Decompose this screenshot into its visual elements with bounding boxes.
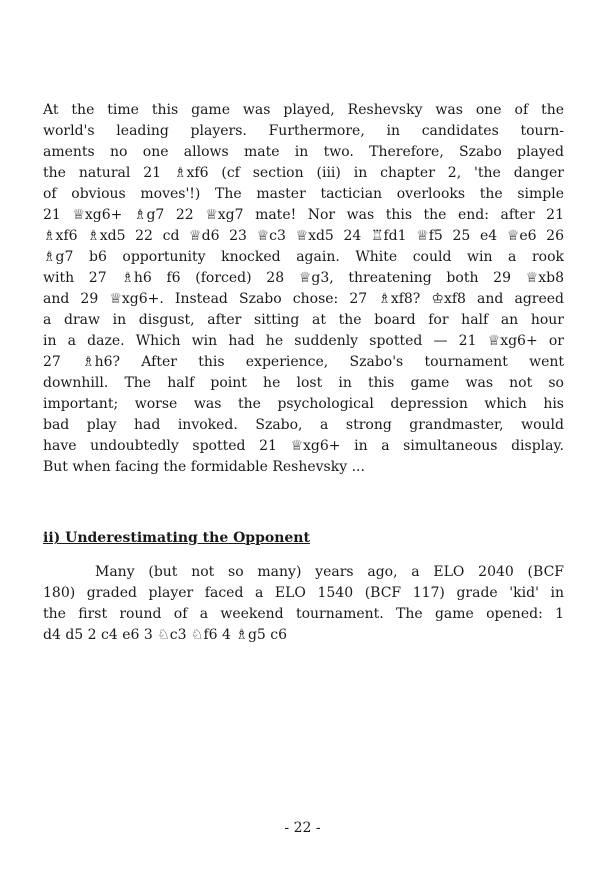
paragraph-szabo-reshevsky [43,100,564,478]
text-line: important; worse was the psychological depression which his [43,396,564,412]
text-line: bad play had invoked. Szabo, a strong grandmaster, would [43,417,564,433]
text-line: At the time this game was played, Reshevsky was one of the [43,102,564,118]
section-heading: ii) Underestimating the Opponent [43,530,310,546]
text-line: aments no one allows mate in two. Therefore, Szabo played [43,144,564,160]
text-line: with 27 ♗h6 f6 (forced) 28 ♕g3, threatening both 29 ♕xb8 [43,270,564,286]
text-line: have undoubtedly spotted 21 ♕xg6+ in a simultaneous display. [43,438,564,454]
text-line: ♗xf6 ♗xd5 22 cd ♕d6 23 ♕c3 ♕xd5 24 ♖fd1 ♕f5 25 e4 ♕e6 26 [43,228,564,244]
text-line: downhill. The half point he lost in this game was not so [43,375,564,391]
text-line: the natural 21 ♗xf6 (cf section (iii) in chapter 2, 'the danger [43,165,564,181]
text-line: d4 d5 2 c4 e6 3 ♘c3 ♘f6 4 ♗g5 c6 [43,627,288,643]
paragraph-underestimating [43,562,564,646]
text-line: in a daze. Which win had he suddenly spotted — 21 ♕xg6+ or [43,333,564,349]
text-line: 21 ♕xg6+ ♗g7 22 ♕xg7 mate! Nor was this the end: after 21 [43,207,564,223]
text-line: a draw in disgust, after sitting at the board for half an hour [43,312,564,328]
text-line: and 29 ♕xg6+. Instead Szabo chose: 27 ♗xf8? ♔xf8 and agreed [43,291,564,307]
text-line: 27 ♗h6? After this experience, Szabo's tournament went [43,354,564,370]
text-line: of obvious moves'!) The master tactician overlooks the simple [43,186,564,202]
text-line: world's leading players. Furthermore, in candidates tourn- [43,123,564,139]
text-line: 180) graded player faced a ELO 1540 (BCF 117) grade 'kid' in [43,585,564,601]
text-line: But when facing the formidable Reshevsky ... [43,459,365,475]
text-line: Many (but not so many) years ago, a ELO 2040 (BCF [95,564,564,580]
text-line: ♗g7 b6 opportunity knocked again. White could win a rook [43,249,564,265]
text-line: the first round of a weekend tournament. The game opened: 1 [43,606,564,622]
page-number: - 22 - [284,820,321,836]
